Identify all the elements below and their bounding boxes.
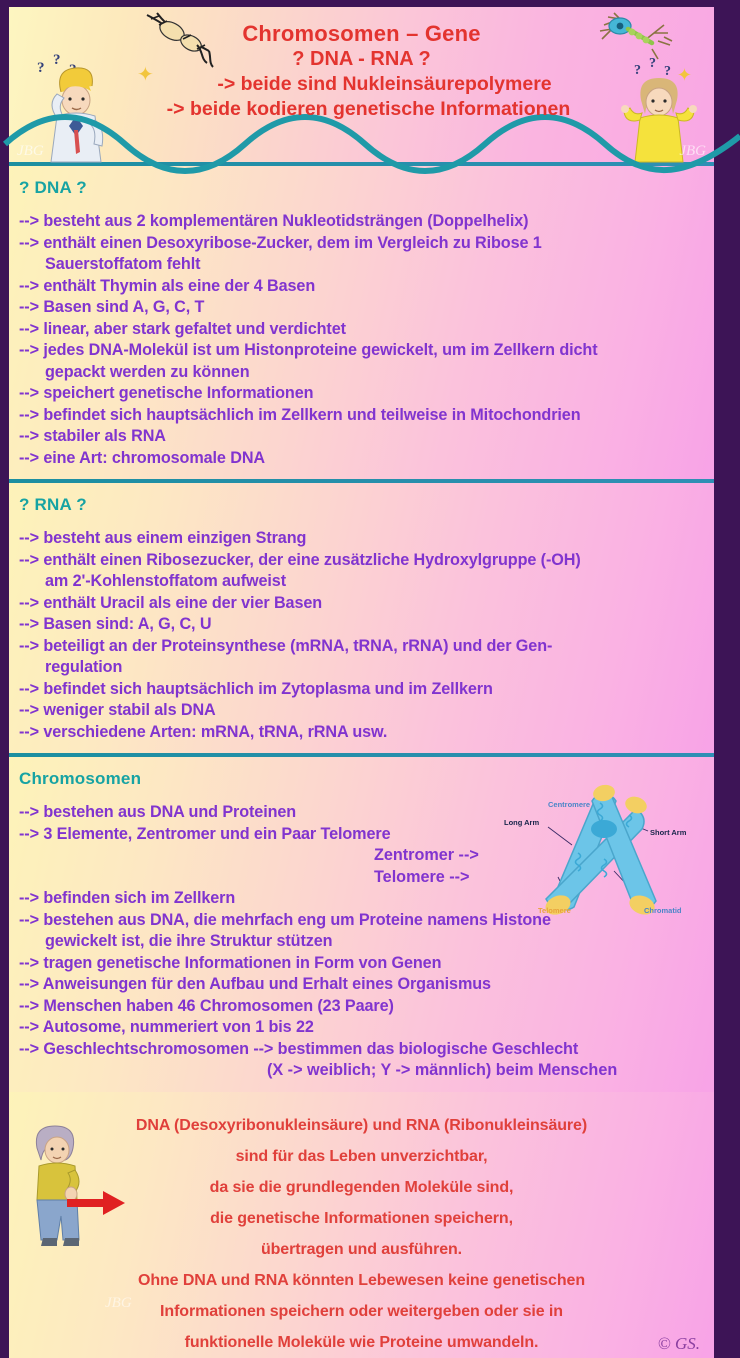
conclusion-text bbox=[9, 1110, 714, 1358]
svg-text:?: ? bbox=[37, 60, 45, 76]
list-item: --> enthält einen Desoxyribose-Zucker, dem im Vergleich zu Ribose 1 Sauerstoffatom fehlt bbox=[19, 233, 542, 273]
list-item: --> enthält Thymin als eine der 4 Basen bbox=[19, 276, 316, 295]
list-item: --> beteiligt an der Proteinsynthese (mRNA, tRNA, rRNA) und der Gen- regulation bbox=[19, 636, 553, 676]
watermark-conclusion: JBG bbox=[105, 1294, 132, 1311]
svg-text:?: ? bbox=[634, 63, 641, 78]
list-item: --> Autosome, nummeriert von 1 bis 22 bbox=[19, 1018, 314, 1036]
conclusion-line-8: funktionelle Moleküle wie Proteine umwandeln. bbox=[184, 1333, 539, 1351]
label-centromere: Centromere bbox=[548, 800, 591, 809]
list-item: --> befinden sich im Zellkern bbox=[19, 889, 236, 907]
conclusion-line-5: übertragen und ausführen. bbox=[260, 1240, 463, 1258]
list-item: --> besteht aus einem einzigen Strang bbox=[19, 529, 307, 547]
list-item: --> bestehen aus DNA, die mehrfach eng um Proteine namens Histone gewickelt ist, die ihre Struktur stützen bbox=[19, 910, 551, 950]
list-item: --> befindet sich hauptsächlich im Zellkern und teilweise in Mitochondrien bbox=[19, 405, 581, 424]
copyright-notice: © GS. bbox=[657, 1333, 700, 1353]
conclusion-line-3: da sie die grundlegenden Moleküle sind, bbox=[209, 1178, 514, 1196]
title-line-3: -> beide sind Nukleinsäurepolymere bbox=[217, 73, 552, 95]
list-item: --> jedes DNA-Molekül ist um Histonproteine gewickelt, um im Zellkern dicht gepackt werden zu können bbox=[19, 341, 598, 381]
pointer-zentromer: Zentromer --> bbox=[374, 846, 479, 864]
svg-text:?: ? bbox=[53, 52, 61, 68]
list-item: --> Menschen haben 46 Chromosomen (23 Paare) bbox=[19, 996, 394, 1015]
list-item: --> eine Art: chromosomale DNA bbox=[19, 448, 266, 467]
conclusion-line-1: DNA (Desoxyribonukleinsäure) und RNA (Ribonukleinsäure) bbox=[135, 1116, 588, 1134]
list-item: --> befindet sich hauptsächlich im Zytoplasma und im Zellkern bbox=[19, 679, 493, 698]
list-item: --> stabiler als RNA bbox=[19, 427, 166, 445]
title-line-1: Chromosomen – Gene bbox=[242, 21, 481, 46]
chromosome-tail-line: (X -> weiblich; Y -> männlich) beim Menschen bbox=[267, 1061, 618, 1079]
rna-heading: ? RNA ? bbox=[19, 495, 87, 514]
dna-bullet-list bbox=[19, 211, 714, 469]
rna-bullet-list bbox=[19, 528, 714, 743]
title-line-2: ? DNA - RNA ? bbox=[292, 48, 431, 70]
poster-inner bbox=[9, 7, 714, 1353]
header-banner bbox=[9, 7, 714, 162]
title-line-4: -> beide kodieren genetische Informationen bbox=[166, 98, 571, 120]
conclusion-section bbox=[9, 1092, 714, 1358]
conclusion-line-4: die genetische Informationen speichern, bbox=[210, 1209, 513, 1227]
list-item: --> Basen sind A, G, C, T bbox=[19, 298, 205, 316]
page-title bbox=[9, 20, 714, 122]
list-item: --> weniger stabil als DNA bbox=[19, 701, 216, 719]
list-item: --> linear, aber stark gefaltet und verdichtet bbox=[19, 319, 346, 338]
list-item: --> bestehen aus DNA und Proteinen bbox=[19, 803, 297, 821]
list-item: --> besteht aus 2 komplementären Nukleotidsträngen (Doppelhelix) bbox=[19, 212, 529, 230]
chromosome-heading: Chromosomen bbox=[19, 769, 142, 788]
list-item: --> enthält einen Ribosezucker, der eine zusätzliche Hydroxylgruppe (-OH) am 2'-Kohlenstoffatom aufweist bbox=[19, 550, 581, 590]
list-item: --> tragen genetische Informationen in Form von Genen bbox=[19, 953, 442, 972]
list-item: --> verschiedene Arten: mRNA, tRNA, rRNA usw. bbox=[19, 722, 388, 741]
dna-section bbox=[9, 166, 714, 479]
conclusion-line-2: sind für das Leben unverzichtbar, bbox=[235, 1147, 488, 1165]
red-arrow-icon bbox=[67, 1190, 125, 1216]
sparkle-icon-left: ✦ bbox=[137, 64, 154, 86]
list-item: --> speichert genetische Informationen bbox=[19, 384, 314, 402]
list-item: --> Basen sind: A, G, C, U bbox=[19, 615, 212, 633]
chromosome-diagram bbox=[496, 779, 708, 917]
chromosome-section bbox=[9, 757, 714, 1092]
label-short-arm: Short Arm bbox=[650, 828, 687, 837]
watermark-left: JBG bbox=[17, 143, 44, 159]
list-item: --> enthält Uracil als eine der vier Basen bbox=[19, 593, 323, 612]
pointer-telomere: Telomere --> bbox=[374, 867, 470, 886]
svg-text:?: ? bbox=[649, 56, 656, 71]
rna-section bbox=[9, 483, 714, 753]
list-item: --> Anweisungen für den Aufbau und Erhalt eines Organismus bbox=[19, 975, 491, 993]
svg-text:?: ? bbox=[664, 64, 671, 79]
sparkle-icon-right: ✦ bbox=[676, 65, 692, 85]
conclusion-line-7: Informationen speichern oder weitergeben oder sie in bbox=[160, 1302, 563, 1320]
list-item: --> Geschlechtschromosomen --> bestimmen das biologische Geschlecht bbox=[19, 1039, 579, 1058]
conclusion-line-6: Ohne DNA und RNA könnten Lebewesen keine genetischen bbox=[137, 1271, 586, 1289]
label-chromatid: Chromatid bbox=[644, 906, 682, 915]
pointing-boy-illustration bbox=[21, 1114, 95, 1249]
label-telomere: Telomere bbox=[538, 906, 571, 915]
watermark-right: JBG bbox=[679, 143, 706, 159]
list-item: --> 3 Elemente, Zentromer und ein Paar Telomere bbox=[19, 824, 391, 843]
dna-heading: ? DNA ? bbox=[19, 178, 87, 197]
label-long-arm: Long Arm bbox=[504, 818, 540, 827]
